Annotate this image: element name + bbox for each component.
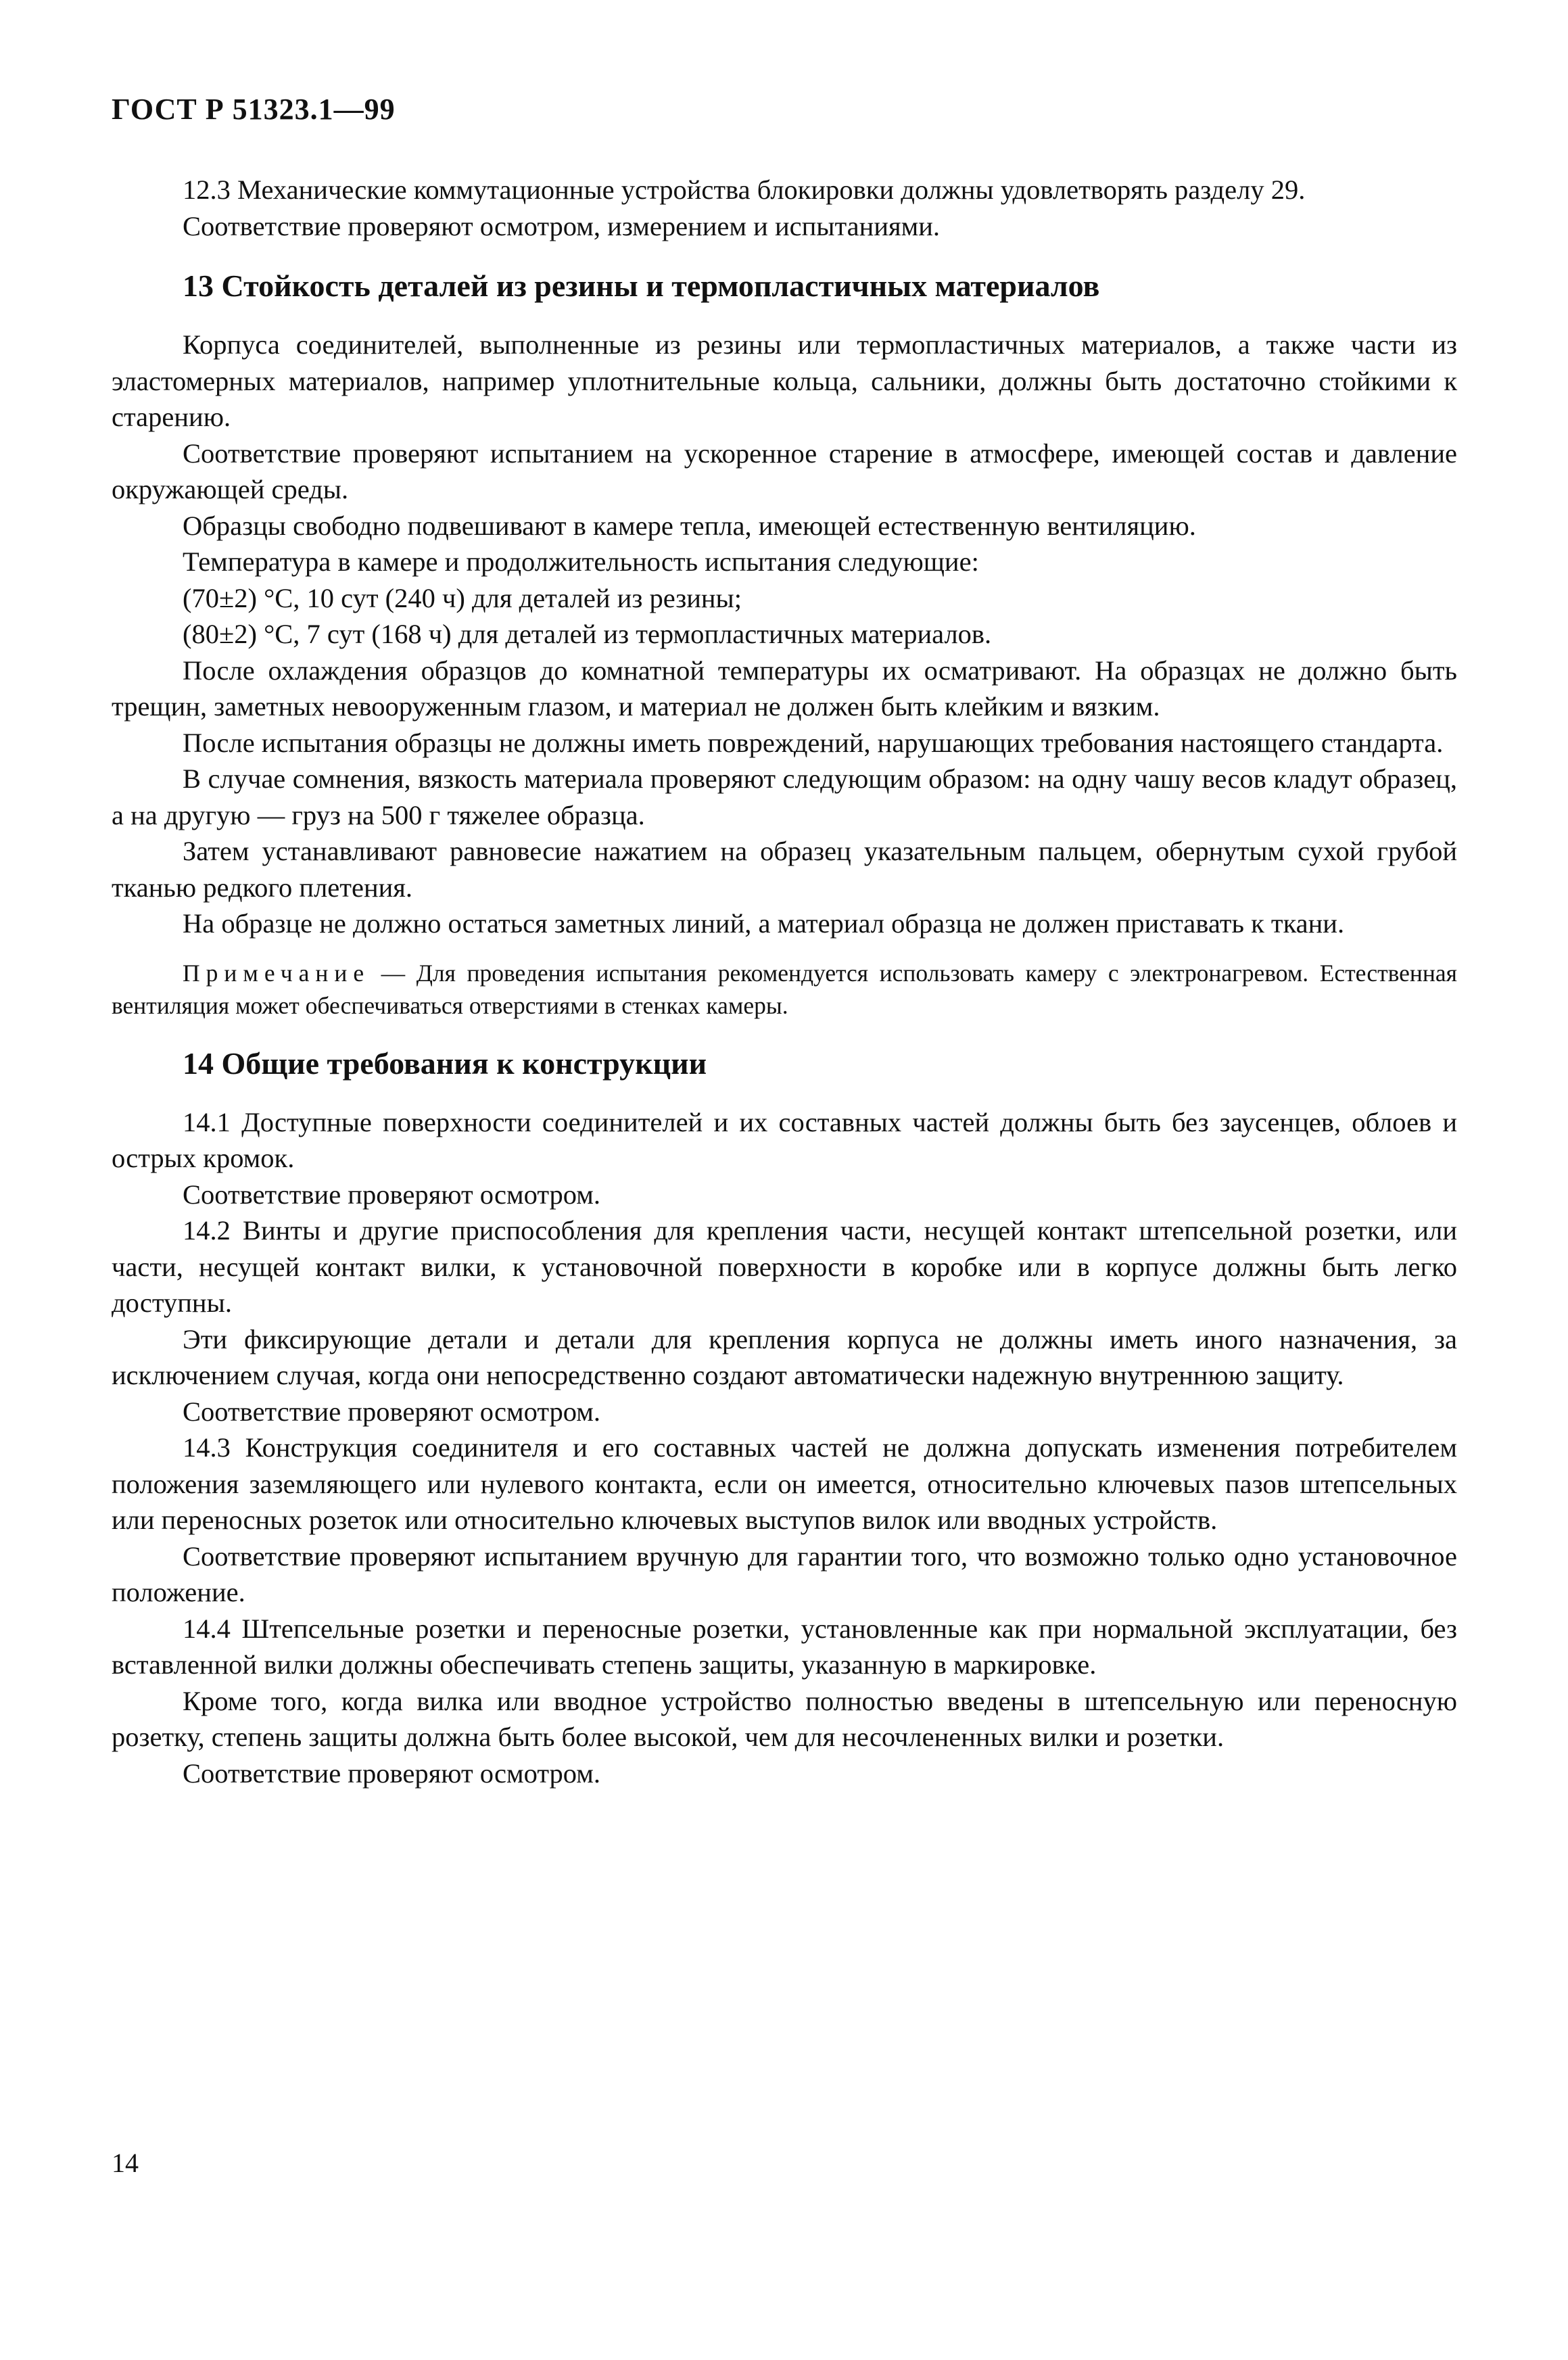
paragraph: 14.2 Винты и другие приспособления для крепления части, несущей контакт штепсельной розетки, или части, несущей контакт вилки, к установочной поверхности в коробке или в корпусе должны быть легко доступны. bbox=[112, 1215, 1457, 1318]
paragraph: В случае сомнения, вязкость материала проверяют следующим образом: на одну чашу весов кладут образец, а на другую — груз на 500 г тяжелее образца. bbox=[112, 763, 1457, 830]
paragraph: Соответствие проверяют осмотром. bbox=[183, 1757, 601, 1789]
paragraph: 14.3 Конструкция соединителя и его составных частей не должна допускать изменения потребителем положения заземляющего или нулевого контакта, если он имеется, относительно ключевых пазов штепсельных или переносных розеток или относительно ключевых выступов вилок или вводных устройств. bbox=[112, 1432, 1457, 1535]
paragraph: 14.1 Доступные поверхности соединителей и их составных частей должны быть без заусенцев, облоев и острых кромок. bbox=[112, 1106, 1457, 1173]
paragraph: Соответствие проверяют осмотром. bbox=[183, 1396, 601, 1427]
document-body bbox=[112, 172, 1457, 1791]
paragraph: Корпуса соединителей, выполненные из резины или термопластичных материалов, а также части из эластомерных материалов, например уплотнительные кольца, сальники, должны быть достаточно стойкими к старению. bbox=[112, 329, 1457, 432]
paragraph: Образцы свободно подвешивают в камере тепла, имеющей естественную вентиляцию. bbox=[183, 510, 1196, 541]
paragraph: Температура в камере и продолжительность испытания следующие: bbox=[183, 546, 979, 577]
section-14-heading: 14 Общие требования к конструкции bbox=[183, 1045, 707, 1081]
paragraph: Соответствие проверяют испытанием на ускоренное старение в атмосфере, имеющей состав и давление окружающей среды. bbox=[112, 438, 1457, 504]
note-text: — Для проведения испытания рекомендуется использовать камеру с электронагревом. Естественная вентиляция может обеспечиваться отверстиями в стенках камеры. bbox=[112, 959, 1457, 1019]
paragraph: 14.4 Штепсельные розетки и переносные розетки, установленные как при нормальной эксплуатации, без вставленной вилки должны обеспечивать степень защиты, указанную в маркировке. bbox=[112, 1613, 1457, 1680]
paragraph: На образце не должно остаться заметных линий, а материал образца не должен приставать к ткани. bbox=[183, 908, 1345, 939]
paragraph: После охлаждения образцов до комнатной температуры их осматривают. На образцах не должно быть трещин, заметных невооруженным глазом, и материал не должен быть клейким и вязким. bbox=[112, 655, 1457, 722]
page-number: 14 bbox=[112, 2148, 139, 2178]
paragraph: (80±2) °С, 7 сут (168 ч) для деталей из термопластичных материалов. bbox=[183, 619, 992, 649]
paragraph: (70±2) °С, 10 сут (240 ч) для деталей из резины; bbox=[183, 582, 742, 613]
note bbox=[112, 957, 1457, 1022]
paragraph: После испытания образцы не должны иметь повреждений, нарушающих требования настоящего стандарта. bbox=[183, 727, 1444, 758]
document-code: ГОСТ Р 51323.1—99 bbox=[112, 93, 396, 126]
note-label: Примечание bbox=[183, 959, 371, 987]
paragraph: Соответствие проверяют испытанием вручную для гарантии того, что возможно только одно установочное положение. bbox=[112, 1540, 1457, 1607]
paragraph-12-3: 12.3 Механические коммутационные устройства блокировки должны удовлетворять разделу 29. bbox=[183, 174, 1306, 205]
paragraph-12-3-check: Соответствие проверяют осмотром, измерением и испытаниями. bbox=[183, 210, 941, 241]
paragraph: Кроме того, когда вилка или вводное устройство полностью введены в штепсельную или переносную розетку, степень защиты должна быть более высокой, чем для несочлененных вилки и розетки. bbox=[112, 1685, 1457, 1752]
paragraph: Затем устанавливают равновесие нажатием на образец указательным пальцем, обернутым сухой грубой тканью редкого плетения. bbox=[112, 836, 1457, 903]
paragraph: Эти фиксирующие детали и детали для крепления корпуса не должны иметь иного назначения, за исключением случая, когда они непосредственно создают автоматически надежную внутреннюю защиту. bbox=[112, 1323, 1457, 1390]
section-13-heading: 13 Стойкость деталей из резины и термопластичных материалов bbox=[183, 268, 1100, 303]
paragraph: Соответствие проверяют осмотром. bbox=[183, 1179, 601, 1210]
